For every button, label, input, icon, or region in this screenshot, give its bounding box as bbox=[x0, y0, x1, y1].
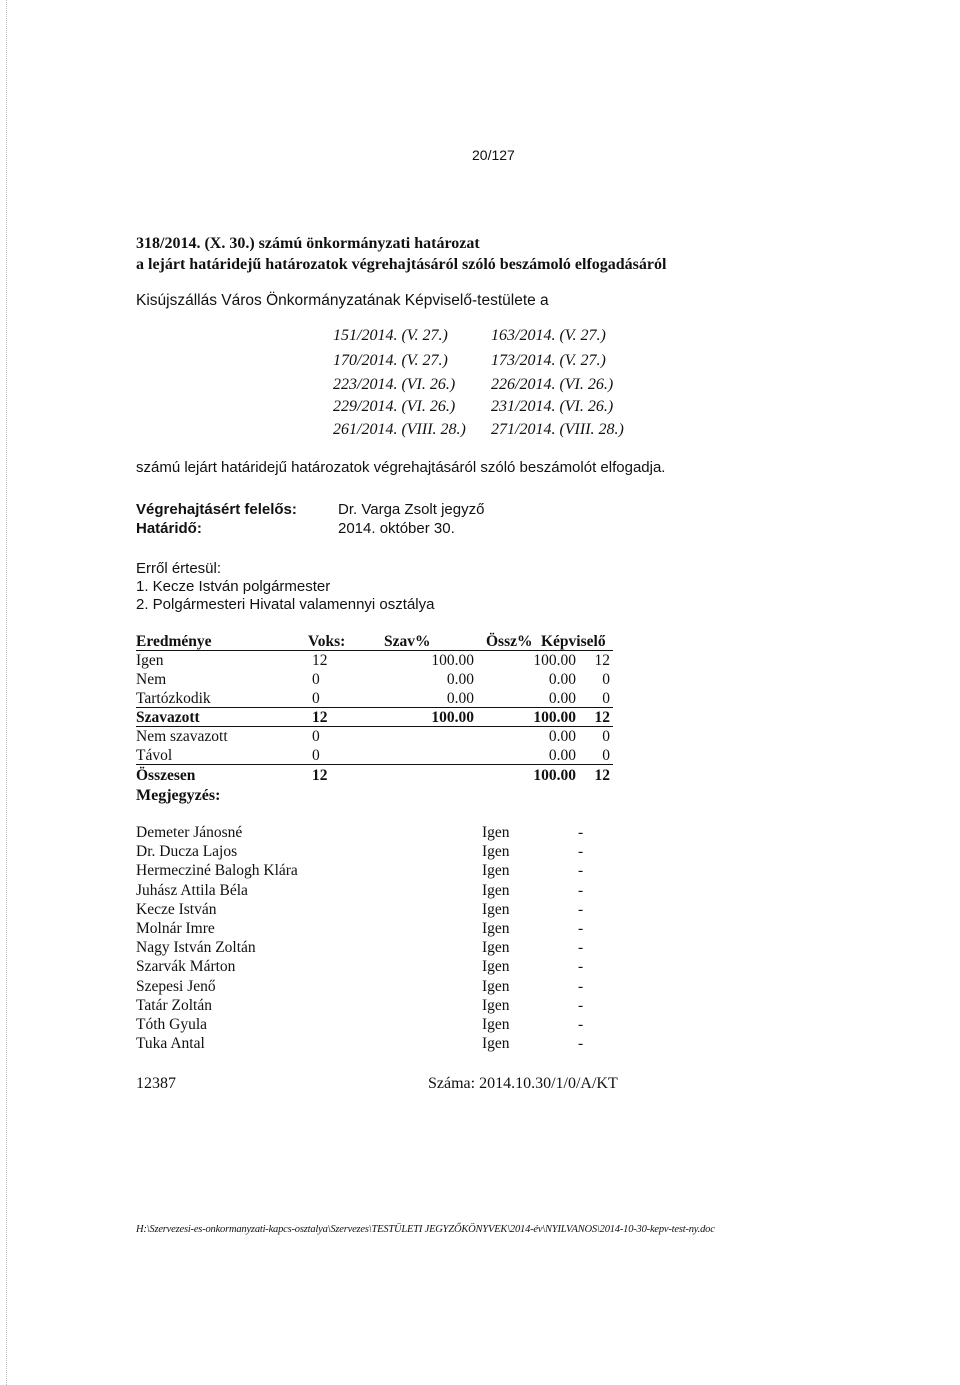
voter-name: Tatár Zoltán bbox=[136, 996, 212, 1014]
voter-mark: - bbox=[578, 900, 584, 918]
row-members: 0 bbox=[602, 690, 610, 707]
header-result: Eredménye bbox=[136, 633, 212, 650]
voter-row bbox=[0, 997, 960, 1016]
row-pct: 100.00 bbox=[431, 709, 474, 726]
voter-mark: - bbox=[578, 843, 584, 861]
voter-vote: Igen bbox=[482, 862, 510, 880]
row-votes: 0 bbox=[312, 671, 320, 688]
voter-mark: - bbox=[578, 881, 584, 899]
ref-10: 271/2014. (VIII. 28.) bbox=[491, 421, 624, 438]
voter-mark: - bbox=[578, 977, 584, 995]
voter-mark: - bbox=[578, 1035, 584, 1053]
row-label: Távol bbox=[136, 747, 173, 764]
voter-mark: - bbox=[578, 958, 584, 976]
voter-row bbox=[0, 901, 960, 920]
note-label: Megjegyzés: bbox=[136, 787, 221, 804]
voter-name: Demeter Jánosné bbox=[136, 824, 243, 841]
row-votes: 0 bbox=[312, 690, 320, 707]
ref-2: 163/2014. (V. 27.) bbox=[491, 327, 606, 344]
ref-8: 231/2014. (VI. 26.) bbox=[491, 398, 614, 415]
row-members: 0 bbox=[602, 728, 610, 745]
voter-mark: - bbox=[578, 1016, 584, 1033]
header-rule bbox=[136, 650, 613, 651]
ref-9: 261/2014. (VIII. 28.) bbox=[333, 421, 466, 438]
notify-label: Erről értesül: bbox=[136, 560, 222, 577]
voter-vote: Igen bbox=[482, 900, 510, 918]
voter-name: Dr. Ducza Lajos bbox=[136, 843, 238, 861]
row-members: 0 bbox=[602, 671, 610, 688]
voter-row bbox=[0, 824, 960, 843]
ref-4: 173/2014. (V. 27.) bbox=[491, 352, 606, 369]
voter-name: Hermecziné Balogh Klára bbox=[136, 862, 298, 880]
row-label: Nem szavazott bbox=[136, 728, 228, 745]
ref-1: 151/2014. (V. 27.) bbox=[333, 327, 448, 344]
row-total-pct: 0.00 bbox=[548, 690, 576, 707]
voter-vote: Igen bbox=[482, 977, 510, 995]
voter-vote: Igen bbox=[482, 920, 510, 937]
row-votes: 12 bbox=[312, 652, 328, 669]
row-total-pct: 100.00 bbox=[533, 767, 576, 784]
voter-name: Szepesi Jenő bbox=[136, 977, 216, 995]
ref-6: 226/2014. (VI. 26.) bbox=[491, 376, 614, 393]
voter-vote: Igen bbox=[482, 939, 510, 957]
voter-mark: - bbox=[578, 939, 584, 957]
row-members: 12 bbox=[594, 652, 610, 669]
voter-mark: - bbox=[578, 824, 584, 841]
row-members: 12 bbox=[594, 767, 610, 784]
row-members: 12 bbox=[594, 709, 610, 726]
voter-row bbox=[0, 843, 960, 862]
voter-mark: - bbox=[578, 862, 584, 880]
row-pct: 0.00 bbox=[446, 671, 474, 688]
voter-row bbox=[0, 978, 960, 997]
row-label: Összesen bbox=[136, 767, 196, 784]
voter-row bbox=[0, 882, 960, 901]
voter-name: Szarvák Márton bbox=[136, 958, 236, 976]
voter-mark: - bbox=[578, 920, 584, 937]
resolution-subtitle: a lejárt határidejű határozatok végrehajtásáról szóló beszámoló elfogadásáról bbox=[136, 256, 667, 273]
voter-name: Juhász Attila Béla bbox=[136, 881, 248, 899]
footer-number: Száma: 2014.10.30/1/0/A/KT bbox=[428, 1075, 618, 1092]
row-votes: 0 bbox=[312, 728, 320, 745]
voter-mark: - bbox=[578, 996, 584, 1014]
voter-vote: Igen bbox=[482, 843, 510, 861]
responsible-value: Dr. Varga Zsolt jegyző bbox=[338, 501, 485, 518]
footer-code: 12387 bbox=[136, 1075, 176, 1092]
row-total-pct: 100.00 bbox=[533, 709, 576, 726]
row-label: Igen bbox=[136, 652, 164, 669]
voter-row bbox=[0, 958, 960, 977]
header-votes: Voks: bbox=[308, 633, 346, 650]
page-number: 20/127 bbox=[472, 147, 515, 163]
header-total-pct: Össz% bbox=[486, 633, 533, 650]
row-label: Tartózkodik bbox=[136, 690, 211, 707]
voter-name: Molnár Imre bbox=[136, 920, 215, 937]
voter-name: Tóth Gyula bbox=[136, 1016, 208, 1033]
voter-name: Tuka Antal bbox=[136, 1035, 205, 1053]
voter-vote: Igen bbox=[482, 1016, 510, 1033]
resolution-decision: számú lejárt határidejű határozatok végrehajtásáról szóló beszámolót elfogadja. bbox=[136, 459, 666, 476]
deadline-value: 2014. október 30. bbox=[338, 520, 455, 537]
voter-row bbox=[0, 862, 960, 881]
voter-vote: Igen bbox=[482, 996, 510, 1014]
results-row-nem bbox=[0, 671, 960, 690]
voter-name: Nagy István Zoltán bbox=[136, 939, 256, 957]
notify-item-1: 1. Kecze István polgármester bbox=[136, 578, 331, 595]
results-row-nem-szavazott bbox=[0, 728, 960, 747]
ref-3: 170/2014. (V. 27.) bbox=[333, 352, 448, 369]
notify-item-2: 2. Polgármesteri Hivatal valamennyi osztálya bbox=[136, 596, 435, 613]
voter-vote: Igen bbox=[482, 881, 510, 899]
row-label: Szavazott bbox=[136, 709, 200, 726]
resolution-title: 318/2014. (X. 30.) számú önkormányzati határozat bbox=[136, 235, 480, 252]
voter-row bbox=[0, 920, 960, 939]
row-votes: 12 bbox=[312, 709, 328, 726]
ref-7: 229/2014. (VI. 26.) bbox=[333, 398, 456, 415]
row-members: 0 bbox=[602, 747, 610, 764]
file-path: H:\Szervezesi-es-onkormanyzati-kapcs-osztalya\Szervezes\TESTÜLETI JEGYZŐKÖNYVEK\2014-év\NYILVANOS\2014-10-30-kepv-test-ny.doc bbox=[136, 1224, 715, 1235]
results-row-igen bbox=[0, 652, 960, 671]
results-row-osszesen bbox=[0, 767, 960, 786]
ref-5: 223/2014. (VI. 26.) bbox=[333, 376, 456, 393]
row-total-pct: 0.00 bbox=[548, 747, 576, 764]
row-total-pct: 100.00 bbox=[533, 652, 576, 669]
szavazott-rule bbox=[136, 726, 613, 727]
row-pct: 100.00 bbox=[431, 652, 474, 669]
responsible-label: Végrehajtásért felelős: bbox=[136, 501, 297, 518]
tavol-rule bbox=[136, 764, 613, 765]
voter-row bbox=[0, 939, 960, 958]
row-pct: 0.00 bbox=[446, 690, 474, 707]
row-label: Nem bbox=[136, 671, 167, 688]
voter-vote: Igen bbox=[482, 958, 510, 976]
deadline-label: Határidő: bbox=[136, 520, 202, 537]
voter-row bbox=[0, 1016, 960, 1035]
header-members: Képviselő bbox=[541, 633, 606, 650]
voter-name: Kecze István bbox=[136, 900, 217, 918]
voter-row bbox=[0, 1035, 960, 1054]
voter-vote: Igen bbox=[482, 1035, 510, 1053]
row-votes: 12 bbox=[312, 767, 328, 784]
row-total-pct: 0.00 bbox=[548, 671, 576, 688]
header-pct: Szav% bbox=[384, 633, 431, 650]
row-votes: 0 bbox=[312, 747, 320, 764]
voter-vote: Igen bbox=[482, 824, 510, 841]
tartozkodik-rule bbox=[136, 707, 613, 708]
row-total-pct: 0.00 bbox=[548, 728, 576, 745]
resolution-intro: Kisújszállás Város Önkormányzatának Képviselő-testülete a bbox=[136, 292, 549, 309]
